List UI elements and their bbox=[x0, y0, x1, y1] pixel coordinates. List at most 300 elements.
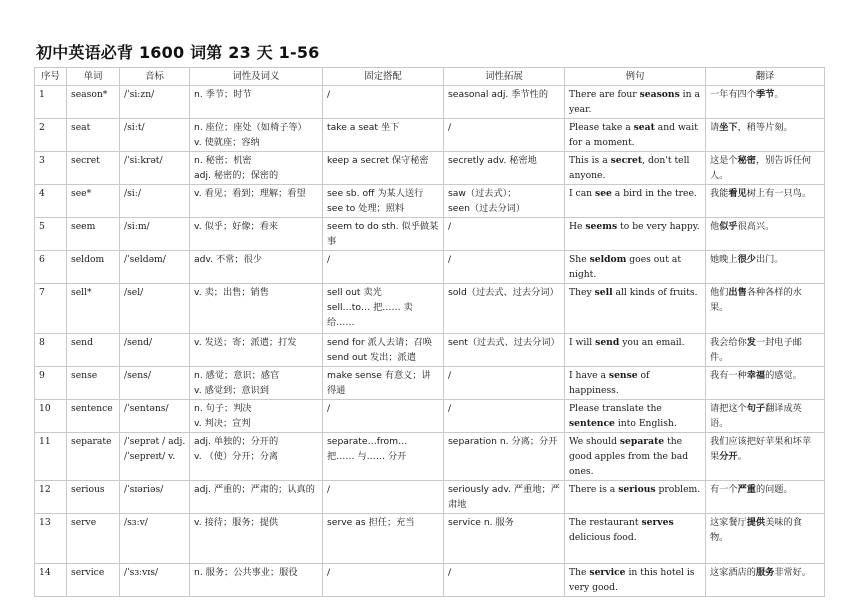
translation-cell-before: 有一个 bbox=[710, 484, 738, 495]
phrase-cell-line: send for 派人去请；召唤 bbox=[327, 337, 432, 348]
phrase-cell-line: / bbox=[327, 403, 331, 414]
example-cell-after: in this hotel is very good. bbox=[569, 567, 695, 593]
translation-cell bbox=[706, 284, 825, 334]
example-cell-highlight: serves bbox=[641, 517, 674, 528]
extension-cell-line: secretly adv. 秘密地 bbox=[448, 155, 537, 166]
translation-cell bbox=[706, 218, 825, 251]
translation-cell bbox=[706, 481, 825, 514]
example-cell-after: you an email. bbox=[619, 337, 685, 348]
phrase-cell bbox=[323, 185, 444, 218]
translation-cell-highlight: 看见 bbox=[728, 188, 747, 199]
phonetic-cell bbox=[120, 152, 190, 185]
example-cell-before: I can bbox=[569, 188, 596, 199]
translation-cell-highlight: 严重 bbox=[737, 484, 756, 495]
translation-cell bbox=[706, 564, 825, 597]
phrase-cell-line: send out 发出；派遣 bbox=[327, 352, 416, 363]
extension-cell-line: / bbox=[448, 122, 452, 133]
example-cell-highlight: separate bbox=[619, 436, 665, 447]
word-cell bbox=[67, 334, 120, 367]
row-number-text: 6 bbox=[39, 254, 45, 265]
meaning-cell bbox=[190, 481, 323, 514]
phrase-cell-line: 把…… 与…… 分开 bbox=[327, 451, 407, 462]
table-row bbox=[35, 481, 825, 514]
translation-cell bbox=[706, 185, 825, 218]
meaning-cell bbox=[190, 433, 323, 481]
example-cell-after: , don't tell anyone. bbox=[569, 155, 690, 181]
row-number-text: 11 bbox=[39, 436, 51, 447]
translation-cell-highlight: 似乎 bbox=[719, 221, 738, 232]
phrase-cell bbox=[323, 251, 444, 284]
meaning-cell-line: v. 似乎；好像；看来 bbox=[194, 221, 279, 232]
row-number bbox=[35, 185, 67, 218]
example-cell-highlight: seldom bbox=[589, 254, 627, 265]
phonetic-cell-line: /ˈseldəm/ bbox=[124, 254, 166, 265]
translation-cell-after: 翻译成英语。 bbox=[710, 403, 802, 429]
meaning-cell-line: n. 感觉；意识；感官 bbox=[194, 370, 280, 381]
meaning-cell bbox=[190, 400, 323, 433]
meaning-cell bbox=[190, 367, 323, 400]
example-cell bbox=[565, 119, 706, 152]
table-row bbox=[35, 152, 825, 185]
example-cell bbox=[565, 86, 706, 119]
meaning-cell-line: n. 季节；时节 bbox=[194, 89, 252, 100]
example-cell bbox=[565, 433, 706, 481]
phrase-cell-line: separate…from… bbox=[327, 436, 408, 447]
example-cell-highlight: see bbox=[595, 188, 612, 199]
phrase-cell bbox=[323, 119, 444, 152]
extension-cell-line: seasonal adj. 季节性的 bbox=[448, 89, 549, 100]
example-cell-after: of happiness. bbox=[569, 370, 650, 396]
translation-cell-after: 出门。 bbox=[755, 254, 784, 265]
meaning-cell bbox=[190, 86, 323, 119]
phonetic-cell bbox=[120, 400, 190, 433]
meaning-cell bbox=[190, 514, 323, 564]
translation-cell bbox=[706, 514, 825, 564]
example-cell bbox=[565, 251, 706, 284]
phrase-cell-line: seem to do sth. 似乎做某事 bbox=[327, 221, 439, 247]
table-row bbox=[35, 334, 825, 367]
phrase-cell-line: sell…to… 把…… 卖给…… bbox=[327, 302, 413, 328]
table-row bbox=[35, 119, 825, 152]
extension-cell-line: / bbox=[448, 567, 452, 578]
extension-cell bbox=[444, 152, 565, 185]
phonetic-cell bbox=[120, 433, 190, 481]
example-cell bbox=[565, 152, 706, 185]
translation-cell bbox=[706, 86, 825, 119]
translation-cell-after: 一封电子邮件。 bbox=[710, 337, 802, 363]
row-number-text: 3 bbox=[39, 155, 45, 166]
phrase-cell bbox=[323, 514, 444, 564]
header-cell: 单词 bbox=[67, 68, 120, 86]
translation-cell-highlight: 出售 bbox=[728, 287, 747, 298]
word-cell bbox=[67, 119, 120, 152]
translation-cell-before: 这家酒店的 bbox=[710, 567, 756, 578]
phrase-cell bbox=[323, 433, 444, 481]
phonetic-cell-line: /ˈsiːkrət/ bbox=[124, 155, 163, 166]
row-number-text: 9 bbox=[39, 370, 45, 381]
word-cell bbox=[67, 514, 120, 564]
meaning-cell-line: v. （使）分开；分离 bbox=[194, 451, 279, 462]
meaning-cell-line: v. 发送；寄；派遣；打发 bbox=[194, 337, 297, 348]
phrase-cell bbox=[323, 334, 444, 367]
extension-cell-line: separation n. 分离；分开 bbox=[448, 436, 558, 447]
translation-cell-highlight: 坐下 bbox=[719, 122, 738, 133]
example-cell bbox=[565, 400, 706, 433]
meaning-cell-line: n. 句子；判决 bbox=[194, 403, 252, 414]
phonetic-cell-line: /siːt/ bbox=[124, 122, 145, 133]
translation-cell-before: 我能 bbox=[710, 188, 729, 199]
meaning-cell-line: v. 判决；宣判 bbox=[194, 418, 251, 429]
example-cell-after: goes out at night. bbox=[569, 254, 682, 280]
row-number-text: 5 bbox=[39, 221, 45, 232]
phonetic-cell bbox=[120, 481, 190, 514]
meaning-cell bbox=[190, 185, 323, 218]
phrase-cell-line: make sense 有意义；讲得通 bbox=[327, 370, 431, 396]
word-cell-text: seldom bbox=[71, 254, 105, 265]
translation-cell bbox=[706, 334, 825, 367]
translation-cell bbox=[706, 433, 825, 481]
row-number-text: 13 bbox=[39, 517, 51, 528]
header-cell: 序号 bbox=[35, 68, 67, 86]
row-number-text: 8 bbox=[39, 337, 45, 348]
meaning-cell-line: v. 接待；服务；提供 bbox=[194, 517, 279, 528]
phonetic-cell bbox=[120, 334, 190, 367]
phrase-cell bbox=[323, 86, 444, 119]
translation-cell bbox=[706, 119, 825, 152]
phrase-cell bbox=[323, 564, 444, 597]
row-number bbox=[35, 334, 67, 367]
translation-cell-after: 各种各样的水果。 bbox=[710, 287, 802, 313]
phonetic-cell-line: /sɜːv/ bbox=[124, 517, 148, 528]
translation-cell-highlight: 服务 bbox=[755, 567, 775, 578]
example-cell bbox=[565, 481, 706, 514]
example-cell-after: the good apples from the bad ones. bbox=[569, 436, 689, 477]
example-cell-before: There is a bbox=[569, 484, 619, 495]
row-number bbox=[35, 119, 67, 152]
table-row bbox=[35, 86, 825, 119]
example-cell-after: a bird in the tree. bbox=[611, 188, 697, 199]
translation-cell-before: 请 bbox=[710, 122, 720, 133]
table-row bbox=[35, 284, 825, 334]
translation-cell-highlight: 提供 bbox=[746, 517, 766, 528]
extension-cell bbox=[444, 514, 565, 564]
example-cell-highlight: sentence bbox=[569, 418, 615, 429]
phonetic-cell-line: /sel/ bbox=[124, 287, 144, 298]
phonetic-cell bbox=[120, 367, 190, 400]
header-cell: 翻译 bbox=[706, 68, 825, 86]
example-cell-after: problem. bbox=[655, 484, 701, 495]
phonetic-cell-line: /sens/ bbox=[124, 370, 151, 381]
word-cell bbox=[67, 86, 120, 119]
word-cell-text: season* bbox=[71, 89, 108, 100]
phonetic-cell bbox=[120, 284, 190, 334]
translation-cell-after: 的感觉。 bbox=[765, 370, 802, 381]
word-cell-text: serve bbox=[71, 517, 97, 528]
word-cell-text: service bbox=[71, 567, 105, 578]
example-cell bbox=[565, 284, 706, 334]
example-cell-before: They bbox=[569, 287, 595, 298]
phonetic-cell-line: /ˈsiːzn/ bbox=[124, 89, 155, 100]
row-number bbox=[35, 218, 67, 251]
translation-cell-before: 他 bbox=[710, 221, 720, 232]
header-cell: 词性及词义 bbox=[190, 68, 323, 86]
phrase-cell-line: / bbox=[327, 89, 331, 100]
header-cell: 例句 bbox=[565, 68, 706, 86]
example-cell-highlight: seems bbox=[585, 221, 618, 232]
example-cell-before: The bbox=[569, 567, 590, 578]
extension-cell bbox=[444, 400, 565, 433]
translation-cell-after: ，别告诉任何人。 bbox=[710, 155, 812, 181]
word-cell-text: sentence bbox=[71, 403, 113, 414]
phonetic-cell bbox=[120, 251, 190, 284]
phonetic-cell-line: /ˈsɜːvɪs/ bbox=[124, 567, 159, 578]
phonetic-cell-line: /ˈsentəns/ bbox=[124, 403, 169, 414]
translation-cell-after: 。 bbox=[774, 89, 784, 100]
translation-cell-after: 。 bbox=[737, 451, 747, 462]
extension-cell-line: sold（过去式、过去分词） bbox=[448, 287, 559, 298]
phonetic-cell bbox=[120, 564, 190, 597]
word-cell bbox=[67, 400, 120, 433]
translation-cell-before: 这家餐厅 bbox=[710, 517, 747, 528]
translation-cell-after: 美味的食物。 bbox=[710, 517, 802, 543]
example-cell-after: all kinds of fruits. bbox=[612, 287, 698, 298]
word-cell-text: seem bbox=[71, 221, 96, 232]
example-cell-after: into English. bbox=[614, 418, 677, 429]
meaning-cell-line: adj. 单独的；分开的 bbox=[194, 436, 279, 447]
translation-cell-highlight: 很少 bbox=[737, 254, 756, 265]
extension-cell bbox=[444, 218, 565, 251]
word-cell-text: sell* bbox=[71, 287, 92, 298]
extension-cell bbox=[444, 564, 565, 597]
translation-cell-before: 一年有四个 bbox=[710, 89, 756, 100]
word-cell bbox=[67, 152, 120, 185]
word-cell bbox=[67, 433, 120, 481]
example-cell-after: to be very happy. bbox=[617, 221, 700, 232]
phonetic-cell bbox=[120, 185, 190, 218]
row-number bbox=[35, 514, 67, 564]
example-cell bbox=[565, 218, 706, 251]
example-cell-highlight: send bbox=[595, 337, 620, 348]
phrase-cell-line: see to 处理；照料 bbox=[327, 203, 405, 214]
translation-cell bbox=[706, 152, 825, 185]
translation-cell-before: 这是个 bbox=[710, 155, 738, 166]
translation-cell-highlight: 秘密 bbox=[737, 155, 756, 166]
example-cell-before: I will bbox=[569, 337, 596, 348]
table-row bbox=[35, 514, 825, 564]
example-cell-highlight: seat bbox=[633, 122, 655, 133]
translation-cell-after: 的问题。 bbox=[755, 484, 793, 495]
meaning-cell-line: v. 感觉到；意识到 bbox=[194, 385, 269, 396]
extension-cell bbox=[444, 481, 565, 514]
word-cell bbox=[67, 564, 120, 597]
example-cell-highlight: serious bbox=[618, 484, 656, 495]
meaning-cell bbox=[190, 284, 323, 334]
translation-cell-highlight: 幸福 bbox=[746, 370, 766, 381]
header-cell: 词性拓展 bbox=[444, 68, 565, 86]
example-cell-before: This is a bbox=[569, 155, 611, 166]
meaning-cell-line: n. 秘密；机密 bbox=[194, 155, 252, 166]
example-cell-after: delicious food. bbox=[569, 532, 637, 543]
phonetic-cell-line: /siː/ bbox=[124, 188, 141, 199]
vocabulary-table bbox=[34, 67, 825, 597]
meaning-cell bbox=[190, 564, 323, 597]
meaning-cell-line: adv. 不常；很少 bbox=[194, 254, 262, 265]
translation-cell-after: 树上有一只鸟。 bbox=[746, 188, 812, 199]
phonetic-cell-line: /siːm/ bbox=[124, 221, 150, 232]
phrase-cell bbox=[323, 400, 444, 433]
translation-cell-highlight: 季节 bbox=[755, 89, 775, 100]
extension-cell-line: / bbox=[448, 254, 452, 265]
table-header-row bbox=[35, 68, 825, 86]
example-cell-before: The restaurant bbox=[569, 517, 642, 528]
example-cell-highlight: secret bbox=[610, 155, 643, 166]
phrase-cell-line: / bbox=[327, 484, 331, 495]
translation-cell-before: 我会给你 bbox=[710, 337, 747, 348]
extension-cell bbox=[444, 86, 565, 119]
phonetic-cell bbox=[120, 514, 190, 564]
row-number-text: 7 bbox=[39, 287, 45, 298]
meaning-cell bbox=[190, 218, 323, 251]
translation-cell bbox=[706, 400, 825, 433]
example-cell bbox=[565, 367, 706, 400]
phonetic-cell-line: /send/ bbox=[124, 337, 153, 348]
translation-cell-highlight: 句子 bbox=[746, 403, 766, 414]
example-cell-highlight: service bbox=[589, 567, 626, 578]
phonetic-cell-line: /ˈsepreɪt/ v. bbox=[124, 451, 176, 462]
example-cell bbox=[565, 334, 706, 367]
table-row bbox=[35, 218, 825, 251]
extension-cell-line: service n. 服务 bbox=[448, 517, 514, 528]
phrase-cell-line: take a seat 坐下 bbox=[327, 122, 400, 133]
meaning-cell-line: v. 看见；看到；理解；看望 bbox=[194, 188, 306, 199]
phrase-cell bbox=[323, 152, 444, 185]
row-number bbox=[35, 152, 67, 185]
meaning-cell-line: n. 服务；公共事业；服役 bbox=[194, 567, 298, 578]
row-number bbox=[35, 251, 67, 284]
translation-cell-after: 非常好。 bbox=[774, 567, 812, 578]
row-number bbox=[35, 367, 67, 400]
row-number bbox=[35, 284, 67, 334]
phrase-cell bbox=[323, 218, 444, 251]
row-number-text: 2 bbox=[39, 122, 45, 133]
extension-cell-line: / bbox=[448, 370, 452, 381]
example-cell-after: in a year. bbox=[569, 89, 700, 115]
phonetic-cell-line: /ˈsɪəriəs/ bbox=[124, 484, 164, 495]
row-number bbox=[35, 433, 67, 481]
translation-cell-highlight: 发 bbox=[746, 337, 756, 348]
meaning-cell bbox=[190, 119, 323, 152]
row-number-text: 12 bbox=[39, 484, 51, 495]
page-title: 初中英语必背 1600 词第 23 天 1-56 bbox=[36, 43, 320, 62]
example-cell-highlight: seasons bbox=[639, 89, 680, 100]
meaning-cell-line: n. 座位；座处（如椅子等） bbox=[194, 122, 307, 133]
phrase-cell-line: / bbox=[327, 254, 331, 265]
word-cell-text: sense bbox=[71, 370, 98, 381]
example-cell bbox=[565, 185, 706, 218]
phonetic-cell-line: /ˈseprət / adj. bbox=[124, 436, 186, 447]
example-cell-before: He bbox=[569, 221, 586, 232]
translation-cell-before: 我有一种 bbox=[710, 370, 747, 381]
row-number-text: 14 bbox=[39, 567, 51, 578]
example-cell-highlight: sell bbox=[594, 287, 613, 298]
table-row bbox=[35, 367, 825, 400]
phrase-cell-line: sell out 卖光 bbox=[327, 287, 382, 298]
example-cell-before: There are four bbox=[569, 89, 640, 100]
phonetic-cell bbox=[120, 86, 190, 119]
word-cell bbox=[67, 185, 120, 218]
meaning-cell bbox=[190, 251, 323, 284]
table-row bbox=[35, 433, 825, 481]
example-cell-before: She bbox=[569, 254, 590, 265]
row-number-text: 4 bbox=[39, 188, 45, 199]
word-cell bbox=[67, 481, 120, 514]
row-number-text: 1 bbox=[39, 89, 45, 100]
row-number bbox=[35, 564, 67, 597]
row-number-text: 10 bbox=[39, 403, 51, 414]
extension-cell-line: saw（过去式）； bbox=[448, 188, 517, 199]
word-cell-text: send bbox=[71, 337, 93, 348]
translation-cell-before: 请把这个 bbox=[710, 403, 747, 414]
meaning-cell-line: v. 卖；出售；销售 bbox=[194, 287, 269, 298]
meaning-cell-line: adj. 严重的；严肃的；认真的 bbox=[194, 484, 315, 495]
extension-cell-line: sent（过去式、过去分词） bbox=[448, 337, 560, 348]
example-cell-before: Please translate the bbox=[569, 403, 662, 414]
word-cell-text: see* bbox=[71, 188, 92, 199]
meaning-cell bbox=[190, 334, 323, 367]
extension-cell-line: seen（过去分词） bbox=[448, 203, 526, 214]
meaning-cell bbox=[190, 152, 323, 185]
header-cell: 音标 bbox=[120, 68, 190, 86]
table-row bbox=[35, 400, 825, 433]
example-cell bbox=[565, 564, 706, 597]
word-cell-text: seat bbox=[71, 122, 91, 133]
translation-cell bbox=[706, 367, 825, 400]
translation-cell-after: ，稍等片刻。 bbox=[737, 122, 793, 133]
phrase-cell bbox=[323, 284, 444, 334]
phrase-cell-line: serve as 担任；充当 bbox=[327, 517, 415, 528]
extension-cell-line: / bbox=[448, 221, 452, 232]
phrase-cell-line: keep a secret 保守秘密 bbox=[327, 155, 429, 166]
phrase-cell-line: see sb. off 为某人送行 bbox=[327, 188, 424, 199]
word-cell-text: separate bbox=[71, 436, 112, 447]
row-number bbox=[35, 481, 67, 514]
extension-cell bbox=[444, 367, 565, 400]
phonetic-cell bbox=[120, 119, 190, 152]
example-cell bbox=[565, 514, 706, 564]
table-row bbox=[35, 564, 825, 597]
translation-cell-highlight: 分开 bbox=[719, 451, 738, 462]
translation-cell-before: 他们 bbox=[710, 287, 729, 298]
row-number bbox=[35, 400, 67, 433]
phrase-cell-line: / bbox=[327, 567, 331, 578]
example-cell-before: We should bbox=[569, 436, 620, 447]
meaning-cell-line: v. 使就座；容纳 bbox=[194, 137, 260, 148]
example-cell-after: and wait for a moment. bbox=[569, 122, 698, 148]
table-body bbox=[35, 86, 825, 597]
word-cell bbox=[67, 251, 120, 284]
word-cell-text: secret bbox=[71, 155, 100, 166]
meaning-cell-line: adj. 秘密的；保密的 bbox=[194, 170, 279, 181]
word-cell bbox=[67, 367, 120, 400]
table-row bbox=[35, 251, 825, 284]
translation-cell bbox=[706, 251, 825, 284]
example-cell-before: Please take a bbox=[569, 122, 634, 133]
example-cell-highlight: sense bbox=[608, 370, 638, 381]
phrase-cell bbox=[323, 367, 444, 400]
extension-cell bbox=[444, 251, 565, 284]
header-cell: 固定搭配 bbox=[323, 68, 444, 86]
extension-cell bbox=[444, 185, 565, 218]
